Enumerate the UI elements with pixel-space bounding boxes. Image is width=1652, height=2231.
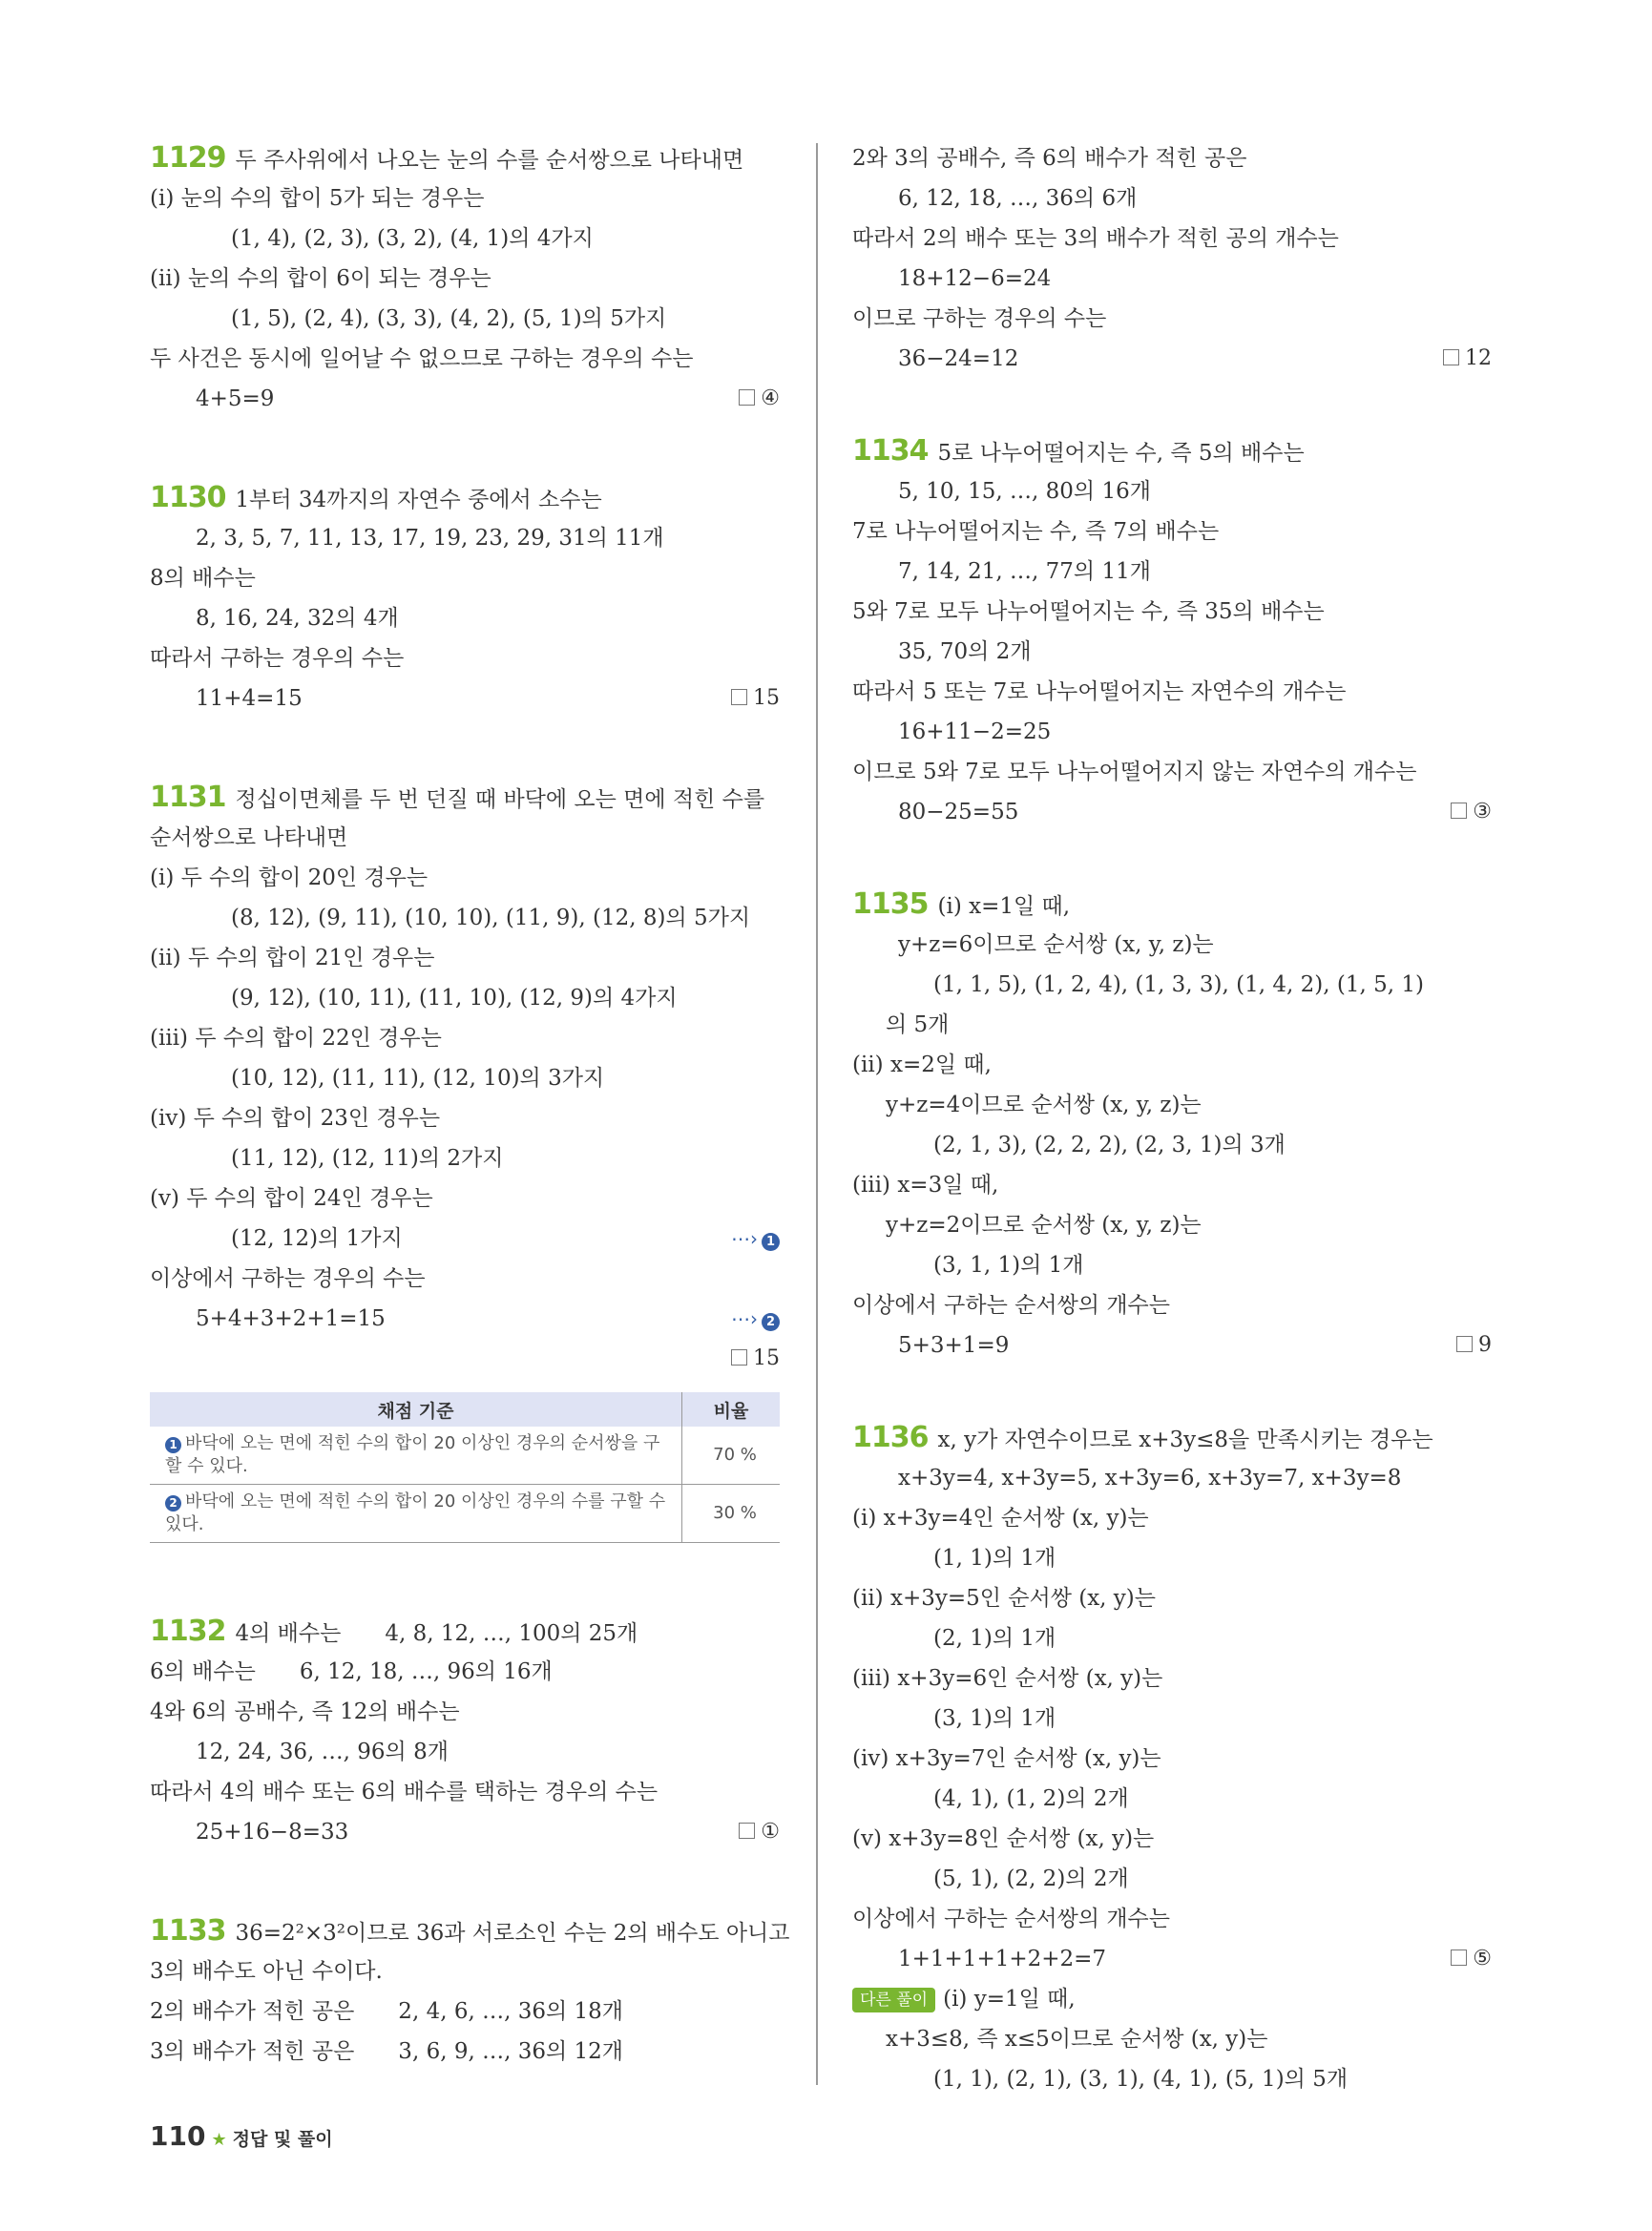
problem-1133: [150, 1911, 790, 2072]
step-icon: 2: [165, 1495, 181, 1512]
text-line: (1, 5), (2, 4), (3, 3), (4, 2), (5, 1)의 5가지: [231, 306, 667, 331]
text-line: 따라서 구하는 경우의 수는: [150, 646, 405, 671]
text-line: 3의 배수도 아닌 수이다.: [150, 1959, 383, 1984]
problem-number: 1130: [150, 481, 226, 514]
alternative-solution-badge: 다른 풀이: [852, 1988, 935, 2012]
text-line: 5와 7로 모두 나누어떨어지는 수, 즉 35의 배수는: [852, 599, 1325, 624]
text-line: (1, 1, 5), (1, 2, 4), (1, 3, 3), (1, 4, 2), (1, 5, 1): [933, 972, 1424, 997]
text-line: (ⅳ) x+3y=7인 순서쌍 (x, y)는: [852, 1746, 1161, 1771]
text-line: (ⅱ) 두 수의 합이 21인 경우는: [150, 946, 435, 970]
left-column: [150, 138, 790, 2072]
step-marker: ⋯› 2: [731, 1299, 780, 1339]
text-line: (ⅱ) 눈의 수의 합이 6이 되는 경우는: [150, 266, 491, 291]
text-line: (8, 12), (9, 11), (10, 10), (11, 9), (12, 8)의 5가지: [231, 906, 751, 930]
table-header: 비율: [682, 1392, 781, 1427]
text-line: 3의 배수가 적힌 공은 3, 6, 9, …, 36의 12개: [150, 2039, 623, 2064]
text-line: 18+12−6=24: [898, 266, 1052, 291]
text-line: (ⅰ) 두 수의 합이 20인 경우는: [150, 865, 429, 890]
text-line: (ⅲ) x+3y=6인 순서쌍 (x, y)는: [852, 1666, 1163, 1691]
answer-icon: [731, 1349, 747, 1366]
text-line: 2, 3, 5, 7, 11, 13, 17, 19, 23, 29, 31의 11개: [196, 526, 664, 551]
text-line: (2, 1, 3), (2, 2, 2), (2, 3, 1)의 3개: [933, 1133, 1286, 1157]
right-column: [852, 138, 1492, 2099]
text-line: 두 사건은 동시에 일어날 수 없으므로 구하는 경우의 수는: [150, 346, 694, 371]
equation: 1+1+1+1+2+2=7: [898, 1947, 1107, 1971]
text-line: (1, 4), (2, 3), (3, 2), (4, 1)의 4가지: [231, 226, 594, 251]
answer: ①: [739, 1812, 780, 1852]
table-row: 1 바닥에 오는 면에 적힌 수의 합이 20 이상인 경우의 순서쌍을 구할 수 있다. 70 %: [150, 1427, 780, 1485]
problem-number: 1131: [150, 781, 226, 814]
problem-1130: [150, 478, 780, 719]
problem-number: 1134: [852, 434, 929, 468]
answer-icon: [1451, 803, 1467, 819]
problem-number: 1132: [150, 1615, 226, 1648]
answer-icon: [739, 1823, 755, 1839]
text-line: 5로 나누어떨어지는 수, 즉 5의 배수는: [937, 441, 1305, 466]
text-line: 이상에서 구하는 순서쌍의 개수는: [852, 1293, 1170, 1318]
answer-icon: [739, 389, 755, 406]
text-line: y+z=2이므로 순서쌍 (x, y, z)는: [886, 1213, 1202, 1238]
answer: 9: [1456, 1325, 1492, 1366]
text-line: 7로 나누어떨어지는 수, 즉 7의 배수는: [852, 519, 1220, 544]
answer-icon: [1456, 1336, 1473, 1352]
text-line: 이므로 5와 7로 모두 나누어떨어지지 않는 자연수의 개수는: [852, 760, 1417, 784]
text-line: 따라서 4의 배수 또는 6의 배수를 택하는 경우의 수는: [150, 1780, 659, 1804]
text-line: (ⅰ) x+3y=4인 순서쌍 (x, y)는: [852, 1506, 1149, 1531]
text-line: 2의 배수가 적힌 공은 2, 4, 6, …, 36의 18개: [150, 1999, 623, 2024]
text-line: (5, 1), (2, 2)의 2개: [933, 1866, 1129, 1891]
equation: 80−25=55: [898, 800, 1019, 824]
text-line: (ⅱ) x=2일 때,: [852, 1053, 992, 1077]
text-line: y+z=6이므로 순서쌍 (x, y, z)는: [898, 932, 1214, 957]
text-line: 이상에서 구하는 순서쌍의 개수는: [852, 1907, 1170, 1931]
problem-1132: [150, 1612, 780, 1852]
text-line: 2와 3의 공배수, 즉 6의 배수가 적힌 공은: [852, 146, 1247, 171]
text-line: (9, 12), (10, 11), (11, 10), (12, 9)의 4가지: [231, 986, 678, 1011]
text-line: (2, 1)의 1개: [933, 1626, 1056, 1651]
text-line: (3, 1)의 1개: [933, 1706, 1056, 1731]
text-line: (10, 12), (11, 11), (12, 10)의 3가지: [231, 1066, 605, 1091]
text-line: 이상에서 구하는 경우의 수는: [150, 1266, 426, 1291]
problem-number: 1135: [852, 887, 929, 921]
text-line: (ⅴ) 두 수의 합이 24인 경우는: [150, 1186, 433, 1211]
text-line: (ⅰ) 눈의 수의 합이 5가 되는 경우는: [150, 186, 485, 211]
text-line: 36=2²×3²이므로 36과 서로소인 수는 2의 배수도 아니고: [235, 1921, 790, 1946]
text-line: (12, 12)의 1가지: [231, 1226, 403, 1251]
column-divider: [816, 143, 818, 1131]
text-line: 의 5개: [886, 1012, 950, 1037]
problem-number: 1133: [150, 1914, 226, 1948]
page-footer: [150, 2120, 333, 2152]
text-line: 이므로 구하는 경우의 수는: [852, 306, 1107, 331]
text-line: 12, 24, 36, …, 96의 8개: [196, 1740, 449, 1764]
text-line: (ⅳ) 두 수의 합이 23인 경우는: [150, 1106, 441, 1131]
star-icon: ★: [211, 2130, 227, 2150]
equation: 5+3+1=9: [898, 1333, 1010, 1358]
problem-1129: [150, 138, 780, 419]
problem-1131: [150, 778, 780, 1543]
answer: 12: [1443, 339, 1492, 379]
footer-title: 정답 및 풀이: [232, 2129, 333, 2150]
text-line: 16+11−2=25: [898, 719, 1052, 744]
answer: ③: [1451, 792, 1492, 832]
grading-table: [150, 1392, 780, 1543]
answer: ⑤: [1451, 1939, 1492, 1979]
table-header: 채점 기준: [150, 1392, 682, 1427]
text-line: x, y가 자연수이므로 x+3y≤8을 만족시키는 경우는: [937, 1428, 1433, 1452]
equation: 5+4+3+2+1=15: [196, 1306, 386, 1331]
text-line: x+3≤8, 즉 x≤5이므로 순서쌍 (x, y)는: [886, 2027, 1268, 2052]
text-line: (11, 12), (12, 11)의 2가지: [231, 1146, 504, 1171]
column-divider-lower: [816, 1131, 818, 2085]
text-line: 순서쌍으로 나타내면: [150, 825, 348, 850]
text-line: (ⅰ) x=1일 때,: [937, 894, 1071, 919]
text-line: (ⅴ) x+3y=8인 순서쌍 (x, y)는: [852, 1826, 1155, 1851]
problem-1134: [852, 431, 1492, 832]
answer: ④: [739, 379, 780, 419]
text-line: 8의 배수는: [150, 566, 256, 591]
problem-1136: [852, 1418, 1492, 2099]
text-line: 두 주사위에서 나오는 눈의 수를 순서쌍으로 나타내면: [235, 148, 744, 173]
table-row: 2 바닥에 오는 면에 적힌 수의 합이 20 이상인 경우의 수를 구할 수 있다. 30 %: [150, 1485, 780, 1543]
answer-icon: [1451, 1950, 1467, 1966]
answer: 15: [731, 1339, 780, 1379]
problem-1135: [852, 885, 1492, 1366]
text-line: 1부터 34까지의 자연수 중에서 소수는: [235, 488, 602, 512]
text-line: 따라서 5 또는 7로 나누어떨어지는 자연수의 개수는: [852, 679, 1347, 704]
text-line: x+3y=4, x+3y=5, x+3y=6, x+3y=7, x+3y=8: [898, 1466, 1402, 1491]
equation: 25+16−8=33: [196, 1820, 349, 1845]
step-icon: 1: [165, 1437, 181, 1453]
text-line: (ⅲ) 두 수의 합이 22인 경우는: [150, 1026, 442, 1051]
text-line: 4의 배수는 4, 8, 12, …, 100의 25개: [235, 1621, 638, 1646]
answer-icon: [731, 689, 747, 705]
text-line: (1, 1), (2, 1), (3, 1), (4, 1), (5, 1)의 5개: [933, 2067, 1349, 2092]
text-line: 4와 6의 공배수, 즉 12의 배수는: [150, 1699, 460, 1724]
text-line: 따라서 2의 배수 또는 3의 배수가 적힌 공의 개수는: [852, 226, 1339, 251]
text-line: y+z=4이므로 순서쌍 (x, y, z)는: [886, 1093, 1202, 1117]
text-line: 6의 배수는 6, 12, 18, …, 96의 16개: [150, 1659, 553, 1684]
page-number: 110: [150, 2120, 206, 2152]
text-line: (ⅲ) x=3일 때,: [852, 1173, 999, 1198]
equation: 11+4=15: [196, 686, 303, 711]
text-line: (3, 1, 1)의 1개: [933, 1253, 1084, 1278]
text-line: 7, 14, 21, …, 77의 11개: [898, 559, 1151, 584]
answer-icon: [1443, 349, 1459, 365]
text-line: (1, 1)의 1개: [933, 1546, 1056, 1571]
text-line: (ⅰ) y=1일 때,: [943, 1987, 1076, 2012]
text-line: (ⅱ) x+3y=5인 순서쌍 (x, y)는: [852, 1586, 1156, 1611]
text-line: 6, 12, 18, …, 36의 6개: [898, 186, 1138, 211]
problem-1133-continued: [852, 138, 1492, 379]
problem-number: 1136: [852, 1421, 929, 1454]
equation: 36−24=12: [898, 346, 1019, 371]
equation: 4+5=9: [196, 386, 275, 411]
text-line: 8, 16, 24, 32의 4개: [196, 606, 399, 631]
text-line: 35, 70의 2개: [898, 639, 1032, 664]
answer: 15: [731, 678, 780, 719]
text-line: 5, 10, 15, …, 80의 16개: [898, 479, 1151, 504]
problem-number: 1129: [150, 141, 226, 175]
step-marker: ⋯› 1: [731, 1219, 780, 1259]
text-line: (4, 1), (1, 2)의 2개: [933, 1786, 1129, 1811]
text-line: 정십이면체를 두 번 던질 때 바닥에 오는 면에 적힌 수를: [235, 787, 765, 812]
